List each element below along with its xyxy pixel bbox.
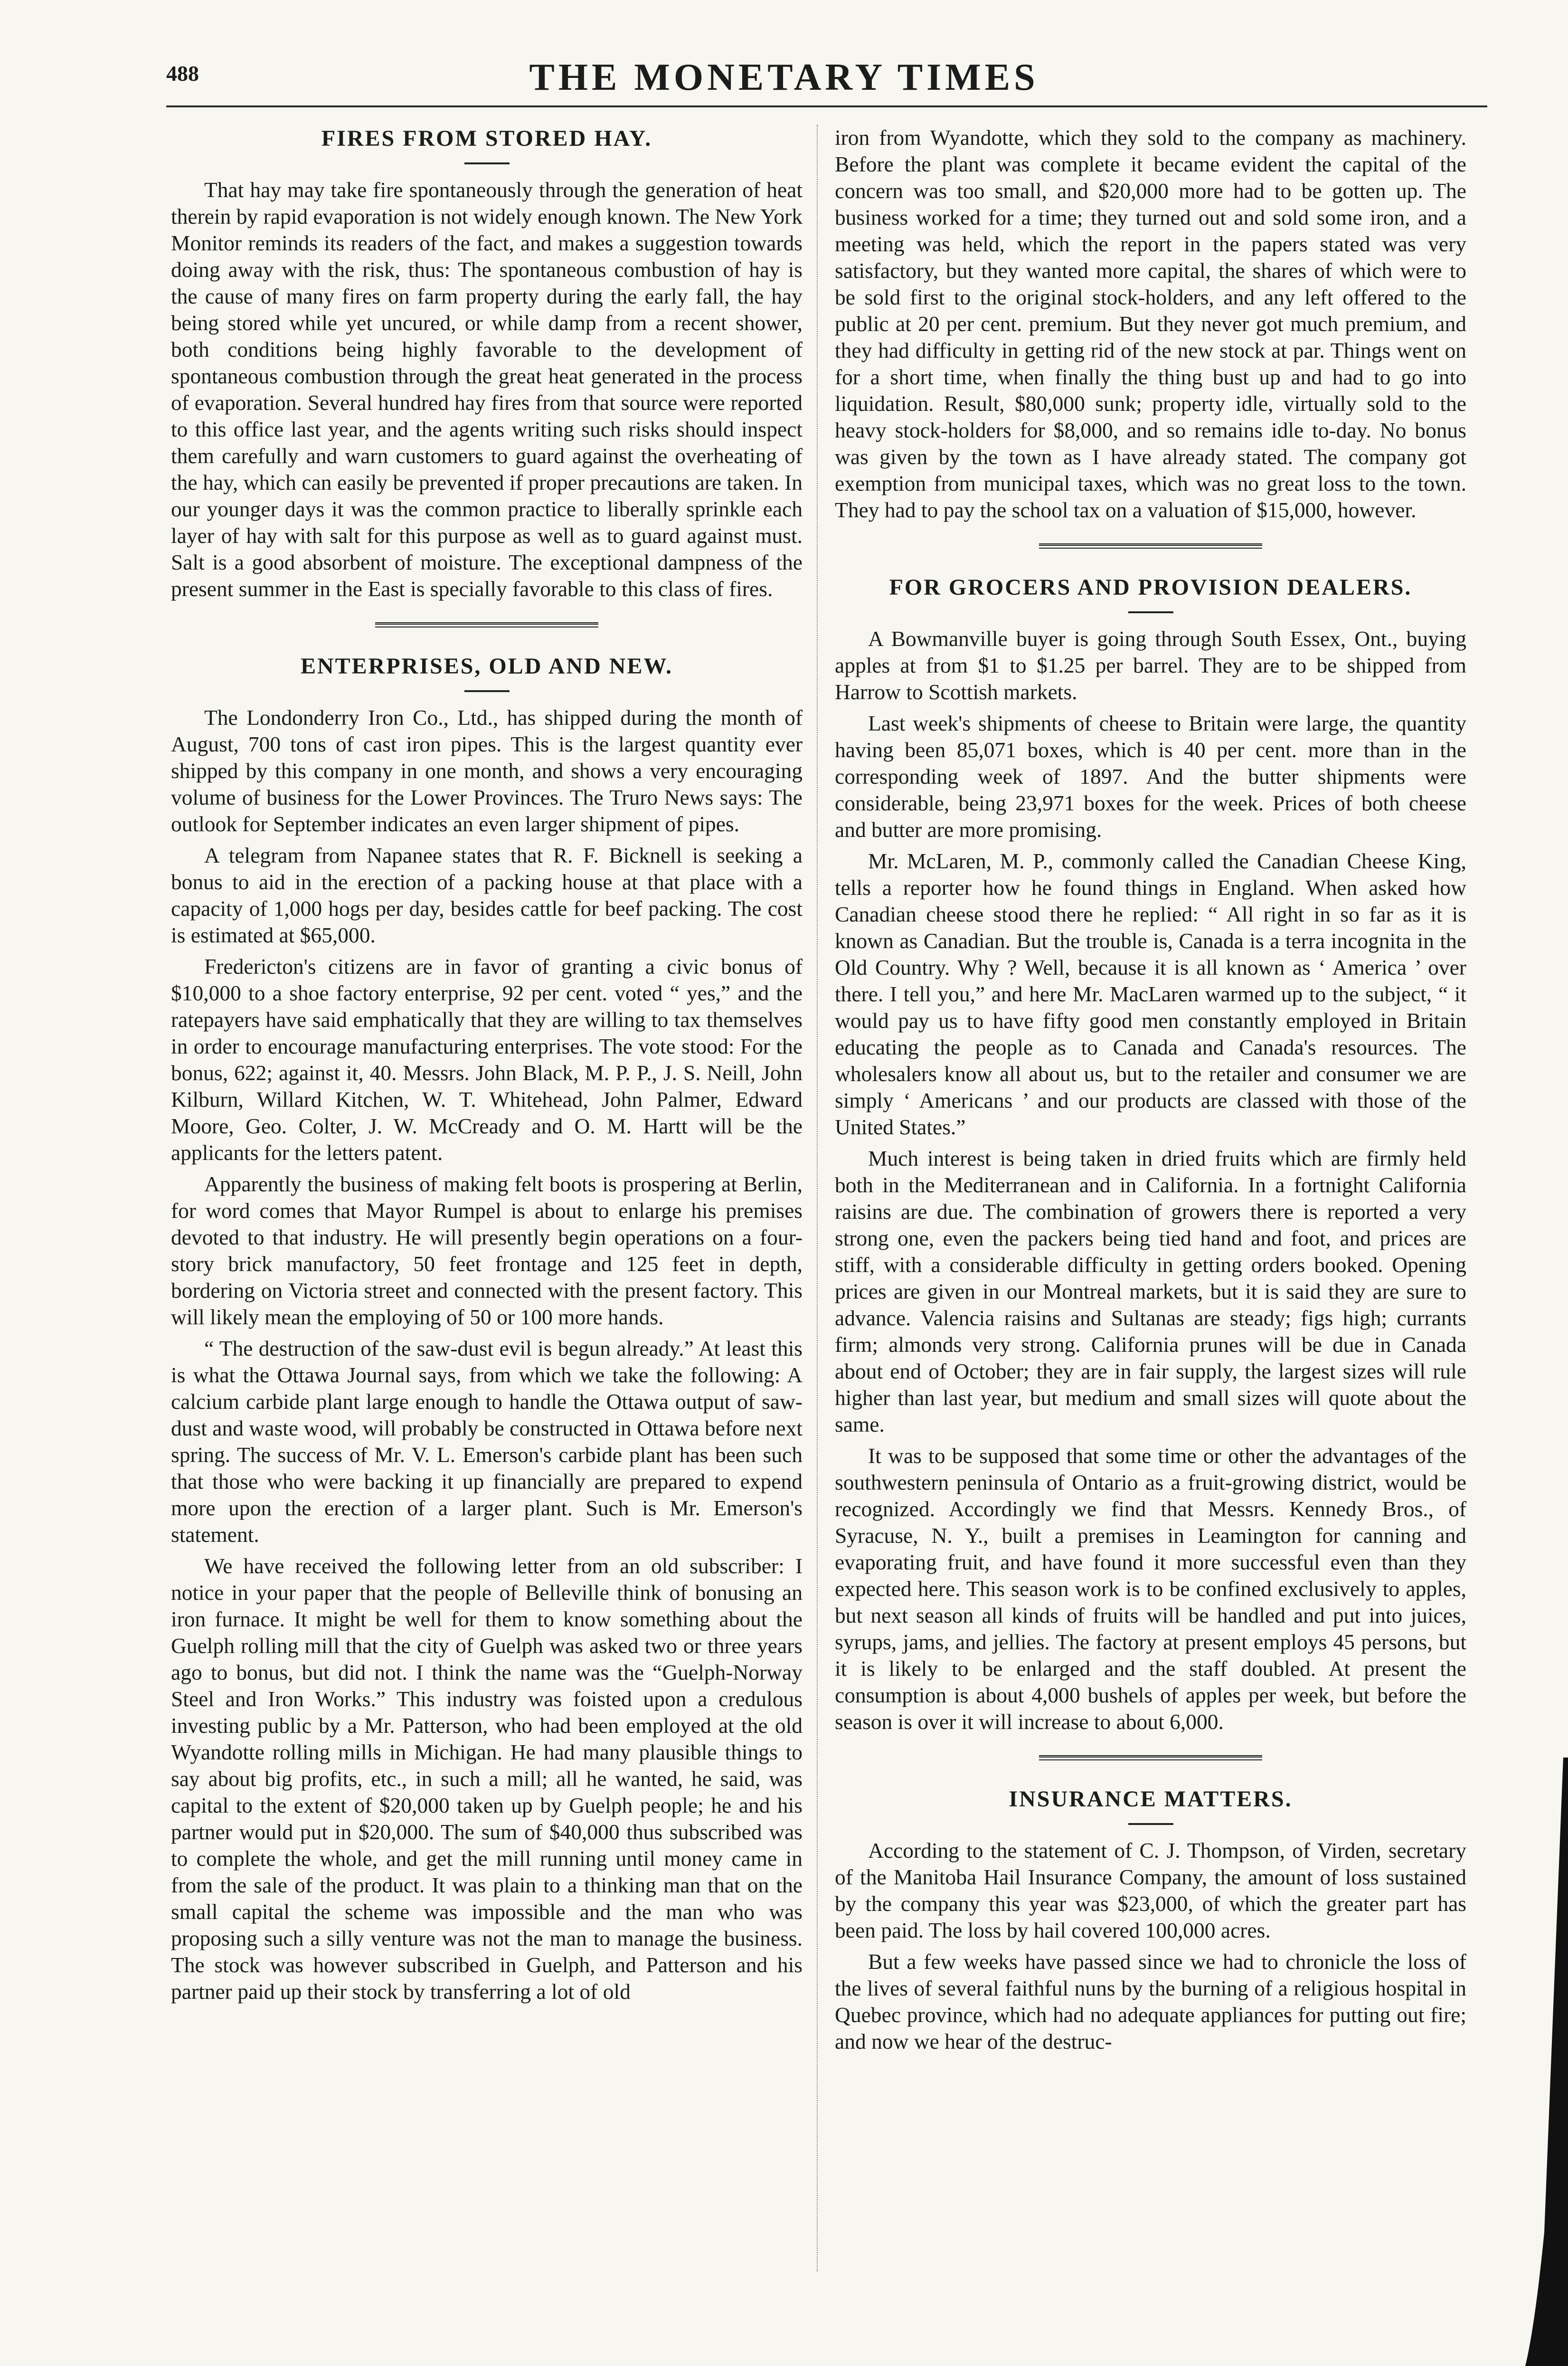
page-edge-curl	[1525, 1758, 1568, 2366]
article-paragraph: The Londonderry Iron Co., Ltd., has shipped during the month of August, 700 tons of cast iron pipes. This is the largest quantity ever shipped by this company in one month, and shows a very encouraging volume of business for the Lower Provinces. The Truro News says: The outlook for September indicates an even larger shipment of pipes.	[171, 705, 803, 836]
article-paragraph: According to the statement of C. J. Thompson, of Virden, secretary of the Manitoba Hail Insurance Company, the amount of loss sustained by the company this year was $23,000, of which the greater part has been paid. The loss by hail covered 100,000 acres.	[835, 1838, 1466, 1942]
article-paragraph: That hay may take fire spontaneously through the generation of heat therein by rapid evaporation is not widely enough known. The New York Monitor reminds its readers of the fact, and makes a suggestion towards doing away with the risk, thus: The spontaneous combustion of hay is the cause of many fires on farm property during the early fall, the hay being stored while yet uncured, or while damp from a recent shower, both conditions being highly favorable to the development of spontaneous combustion through the great heat generated in the process of evaporation. Several hundred hay fires from that source were reported to this office last year, and the agents writing such risks should inspect them carefully and warn customers to guard against the overheating of the hay, which can easily be prevented if proper precautions are taken. In our younger days it was the common practice to liberally sprinkle each layer of hay with salt for this purpose as well as to guard against must. Salt is a good absorbent of moisture. The exceptional dampness of the present summer in the East is specially favorable to this class of fires.	[171, 178, 803, 601]
article-continuation: iron from Wyandotte, which they sold to the company as machinery. Before the plant was complete it became evident the capital of the concern was too small, and $20,000 more had to be gotten up. The business worked for a time; they turned out and sold some iron, and a meeting was held, which the report in the papers stated was very satisfactory, but they wanted more capital, the shares of which were to be sold first to the original stock-holders, and any left offered to the public at 20 per cent. premium. But they never got much premium, and they had difficulty in getting rid of the new stock at par. Things went on for a short time, when finally the thing bust up and had to go into liquidation. Result, $80,000 sunk; property idle, virtually sold to the heavy stock-holders for $8,000, and so remains idle to-day. No bonus was given by the town as I have already stated. The company got exemption from municipal taxes, which was no great loss to the town. They had to pay the school tax on a valuation of $15,000, however.	[835, 125, 1466, 522]
article-paragraph: A Bowmanville buyer is going through South Essex, Ont., buying apples at from $1 to $1.25 per barrel. They are to be shipped from Harrow to Scottish markets.	[835, 627, 1466, 704]
article-paragraph: Much interest is being taken in dried fruits which are firmly held both in the Mediterranean and in California. In a fortnight California raisins are due. The combination of growers there is reported a very strong one, even the packers being tied hand and foot, and prices are stiff, with a considerable difficulty in getting orders booked. Opening prices are given in our Montreal markets, but it is said they are sure to advance. Valencia raisins and Sultanas are steady; figs high; currants firm; almonds very strong. California prunes will be due in Canada about end of October; they are in fair supply, the largest sizes will rule higher than last year, but medium and small sizes will quote about the same.	[835, 1146, 1466, 1436]
column-divider	[817, 124, 818, 2271]
masthead-title: THE MONETARY TIMES	[529, 57, 1039, 98]
article-paragraph: Last week's shipments of cheese to Britain were large, the quantity having been 85,071 boxes, which is 40 per cent. more than in the corresponding week of 1897. And the butter shipments were considerable, being 23,971 boxes for the week. Prices of both cheese and butter are more promising.	[835, 711, 1466, 842]
title-underline	[1128, 1823, 1173, 1825]
section-divider	[375, 622, 598, 627]
title-underline	[464, 690, 510, 692]
section-title-insurance-matters: INSURANCE MATTERS.	[1009, 1786, 1293, 1812]
article-paragraph: Apparently the business of making felt boots is prospering at Berlin, for word comes that Mayor Rumpel is about to enlarge his premises devoted to that industry. He will presently begin operations on a four-story brick manufactory, 50 feet frontage and 125 feet in depth, bordering on Victoria street and connected with the present factory. This will likely mean the employing of 50 or 100 more hands.	[171, 1172, 803, 1329]
title-underline	[464, 162, 510, 164]
section-divider	[1039, 543, 1262, 549]
article-paragraph: But a few weeks have passed since we had to chronicle the loss of the lives of several faithful nuns by the burning of a religious hospital in Quebec province, which had no adequate appliances for putting out fire; and now we hear of the destruc-	[835, 1949, 1466, 2053]
page-number: 488	[166, 61, 199, 86]
article-paragraph: “ The destruction of the saw-dust evil is begun already.” At least this is what the Ottawa Journal says, from which we take the following: A calcium carbide plant large enough to handle the Ottawa output of saw-dust and waste wood, will probably be constructed in Ottawa before next spring. The success of Mr. V. L. Emerson's carbide plant has been such that those who were backing it up financially are prepared to expend more upon the erection of a larger plant. Such is Mr. Emerson's statement.	[171, 1336, 803, 1547]
right-column	[835, 124, 1466, 2300]
article-paragraph: Fredericton's citizens are in favor of granting a civic bonus of $10,000 to a shoe factory enterprise, 92 per cent. voted “ yes,” and the ratepayers have said emphatically that they are willing to tax themselves in order to encourage manufacturing enterprises. The vote stood: For the bonus, 622; against it, 40. Messrs. John Black, M. P. P., J. S. Neill, John Kilburn, Willard Kitchen, W. T. Whitehead, John Palmer, Edward Moore, Geo. Colter, J. W. McCready and O. M. Hartt will be the applicants for the letters patent.	[171, 954, 803, 1165]
left-column	[171, 124, 803, 2300]
section-title-enterprises: ENTERPRISES, OLD AND NEW.	[300, 654, 673, 679]
header-rule	[166, 105, 1487, 107]
title-underline	[1128, 611, 1173, 613]
section-title-fires-from-stored-hay: FIRES FROM STORED HAY.	[321, 126, 652, 151]
article-paragraph: We have received the following letter from an old subscriber: I notice in your paper that the people of Belleville think of bonusing an iron furnace. It might be well for them to know something about the Guelph rolling mill that the city of Guelph was asked two or three years ago to bonus, but did not. I think the name was the “Guelph-Norway Steel and Iron Works.” This industry was foisted upon a credulous investing public by a Mr. Patterson, who had been employed at the old Wyandotte rolling mills in Michigan. He had many plausible things to say about big profits, etc., in such a mill; all he wanted, he said, was capital to the extent of $20,000 taken up by Guelph people; he and his partner would put in $20,000. The sum of $40,000 thus subscribed was to complete the whole, and get the mill running until money came in from the sale of the product. It was plain to a thinking man that on the small capital the scheme was impossible and the man who was proposing such a silly venture was not the man to manage the business. The stock was however subscribed in Guelph, and Patterson and his partner paid up their stock by transferring a lot of old	[171, 1554, 803, 2004]
article-paragraph: It was to be supposed that some time or other the advantages of the southwestern peninsula of Ontario as a fruit-growing district, would be recognized. Accordingly we find that Messrs. Kennedy Bros., of Syracuse, N. Y., built a premises in Leamington for canning and evaporating fruit, and have found it more successful even than they expected here. This season work is to be confined exclusively to apples, but next season all kinds of fruits will be handled and put into juices, syrups, jams, and jellies. The factory at present employs 45 persons, but it is likely to be enlarged and the staff doubled. At present the consumption is about 4,000 bushels of apples per week, but before the season is over it will increase to about 6,000.	[835, 1444, 1466, 1734]
section-title-grocers: FOR GROCERS AND PROVISION DEALERS.	[889, 575, 1412, 600]
article-paragraph: Mr. McLaren, M. P., commonly called the Canadian Cheese King, tells a reporter how he found things in England. When asked how Canadian cheese stood there he replied: “ All right in so far as it is known as Canadian. But the trouble is, Canada is a terra incognita in the Old Country. Why ? Well, because it is all known as ‘ America ’ over there. I tell you,” and here Mr. MacLaren warmed up to the subject, “ it would pay us to have fifty good men constantly employed in Britain educating the people as to Canada and Canada's resources. The wholesalers know all about us, but to the retailer and consumer we are simply ‘ Americans ’ and our products are classed with those of the United States.”	[835, 849, 1466, 1139]
section-divider	[1039, 1755, 1262, 1760]
article-paragraph: A telegram from Napanee states that R. F. Bicknell is seeking a bonus to aid in the erection of a packing house at that place with a capacity of 1,000 hogs per day, besides cattle for beef packing. The cost is estimated at $65,000.	[171, 843, 803, 947]
